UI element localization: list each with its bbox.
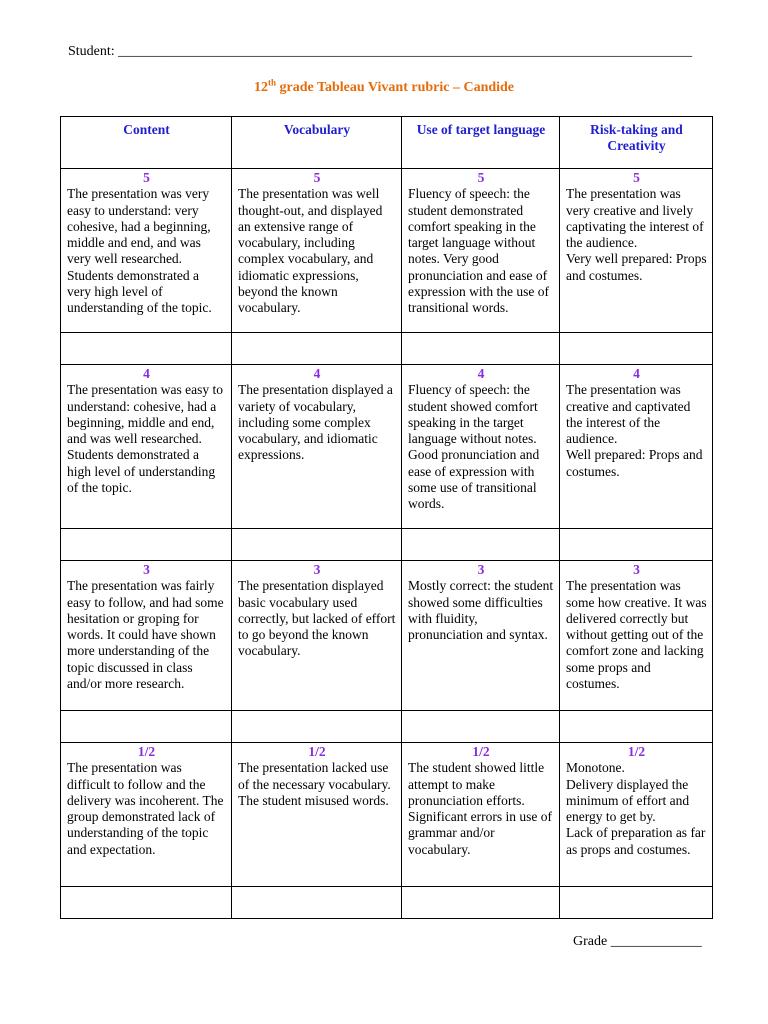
rubric-cell xyxy=(232,561,402,711)
criterion-description: The presentation was some how creative. It was delivered correctly but without getting out of the comfort zone and lacking some props and costumes. xyxy=(566,578,707,692)
rubric-cell xyxy=(232,169,402,333)
score-entry-cell[interactable] xyxy=(560,711,713,743)
criterion-description: The presentation displayed basic vocabulary used correctly, but lacked of effort to go beyond the known vocabulary. xyxy=(238,578,396,659)
score-entry-cell[interactable] xyxy=(402,333,560,365)
score-entry-row-level-3 xyxy=(61,711,713,743)
rubric-cell xyxy=(402,743,560,887)
criterion-description: The presentation was fairly easy to follow, and had some hesitation or groping for words. It could have shown more understanding of the topic discussed in class and/or more research. xyxy=(67,578,224,692)
criterion-description: The presentation was very easy to understand: very cohesive, had a beginning, middle and end, and was very well researched. Students demonstrated a very high level of understanding of the topic. xyxy=(67,186,212,316)
score-label: 3 xyxy=(313,562,321,577)
title-text: grade Tableau Vivant rubric – Candide xyxy=(275,80,515,95)
rubric-cell xyxy=(232,743,402,887)
score-entry-cell[interactable] xyxy=(560,529,713,561)
rubric-cell xyxy=(560,561,713,711)
criterion-description: The presentation displayed a variety of vocabulary, including some complex vocabulary, and idiomatic expressions. xyxy=(238,382,393,463)
rubric-cell xyxy=(402,169,560,333)
rubric-cell xyxy=(560,365,713,529)
criterion-description: The presentation was creative and captivated the interest of the audience. Well prepared: Props and costumes. xyxy=(566,382,703,479)
score-entry-cell[interactable] xyxy=(61,887,232,919)
rubric-row-level-5 xyxy=(61,169,713,333)
score-label: 5 xyxy=(313,170,321,185)
header-content: Content xyxy=(61,117,232,169)
score-entry-cell[interactable] xyxy=(402,529,560,561)
rubric-cell xyxy=(402,561,560,711)
criterion-description: Monotone. Delivery displayed the minimum of effort and energy to get by. Lack of preparation as far as props and costumes. xyxy=(566,760,706,857)
criterion-description: The presentation was well thought-out, and displayed an extensive range of vocabulary, including complex vocabulary, and idiomatic expressions, beyond the known vocabulary. xyxy=(238,186,383,316)
criterion-description: The presentation was difficult to follow and the delivery was incoherent. The group demonstrated lack of understanding of the topic and expectation. xyxy=(67,760,224,857)
score-entry-cell[interactable] xyxy=(232,887,402,919)
criterion-description: Fluency of speech: the student demonstrated comfort speaking in the target language without notes. Very good pronunciation and ease of expression with the use of transitional words. xyxy=(408,186,549,316)
header-target-language: Use of target language xyxy=(402,117,560,169)
score-label: 4 xyxy=(633,366,640,381)
grade-line: Grade _____________ xyxy=(573,934,702,949)
criterion-description: The presentation was very creative and lively captivating the interest of the audience. Very well prepared: Props and costumes. xyxy=(566,186,707,283)
header-risk-taking: Risk-taking and Creativity xyxy=(560,117,713,169)
score-entry-row-level-4 xyxy=(61,529,713,561)
rubric-row-level-1-2 xyxy=(61,743,713,887)
score-entry-cell[interactable] xyxy=(61,711,232,743)
score-entry-cell[interactable] xyxy=(402,887,560,919)
rubric-row-level-4 xyxy=(61,365,713,529)
page-title xyxy=(0,77,768,96)
title-grade-suffix: th xyxy=(267,77,276,88)
rubric-cell xyxy=(232,365,402,529)
header-vocabulary: Vocabulary xyxy=(232,117,402,169)
score-label: 4 xyxy=(143,366,150,381)
score-label: 5 xyxy=(477,170,485,185)
score-entry-row-level-1-2 xyxy=(61,887,713,919)
criterion-description: The presentation lacked use of the necessary vocabulary. The student misused words. xyxy=(238,760,391,808)
criterion-description: Mostly correct: the student showed some difficulties with fluidity, pronunciation and syntax. xyxy=(408,578,554,643)
score-label: 1/2 xyxy=(472,744,490,759)
score-entry-row-level-5 xyxy=(61,333,713,365)
criterion-description: The student showed little attempt to make pronunciation efforts. Significant errors in use of grammar and/or vocabulary. xyxy=(408,760,552,857)
rubric-cell xyxy=(61,561,232,711)
score-label: 1/2 xyxy=(627,744,646,759)
criterion-description: The presentation was easy to understand: cohesive, had a beginning, middle and end, and was well researched. Students demonstrated a high level of understanding of the topic. xyxy=(67,382,223,496)
rubric-cell xyxy=(61,169,232,333)
score-entry-cell[interactable] xyxy=(232,333,402,365)
rubric-row-level-3 xyxy=(61,561,713,711)
score-label: 4 xyxy=(313,366,321,381)
rubric-cell xyxy=(402,365,560,529)
score-entry-cell[interactable] xyxy=(61,529,232,561)
criterion-description: Fluency of speech: the student showed comfort speaking in the target language without notes. Good pronunciation and ease of expression with some use of transitional words. xyxy=(408,382,540,512)
score-label: 3 xyxy=(633,562,640,577)
score-entry-cell[interactable] xyxy=(232,529,402,561)
score-entry-cell[interactable] xyxy=(402,711,560,743)
score-label: 1/2 xyxy=(137,744,156,759)
score-entry-cell[interactable] xyxy=(232,711,402,743)
score-entry-cell[interactable] xyxy=(560,333,713,365)
rubric-cell xyxy=(560,169,713,333)
score-label: 1/2 xyxy=(308,744,326,759)
rubric-cell xyxy=(61,743,232,887)
score-label: 5 xyxy=(633,170,640,185)
score-label: 3 xyxy=(143,562,150,577)
score-entry-cell[interactable] xyxy=(61,333,232,365)
score-entry-cell[interactable] xyxy=(560,887,713,919)
title-grade-number: 12 xyxy=(253,80,268,95)
student-name-line: Student: __________________________________________________________________________________ xyxy=(68,44,693,59)
rubric-table xyxy=(60,116,713,919)
score-label: 3 xyxy=(477,562,485,577)
score-label: 5 xyxy=(143,170,150,185)
rubric-cell xyxy=(560,743,713,887)
rubric-cell xyxy=(61,365,232,529)
rubric-header-row xyxy=(61,117,713,169)
score-label: 4 xyxy=(477,366,485,381)
